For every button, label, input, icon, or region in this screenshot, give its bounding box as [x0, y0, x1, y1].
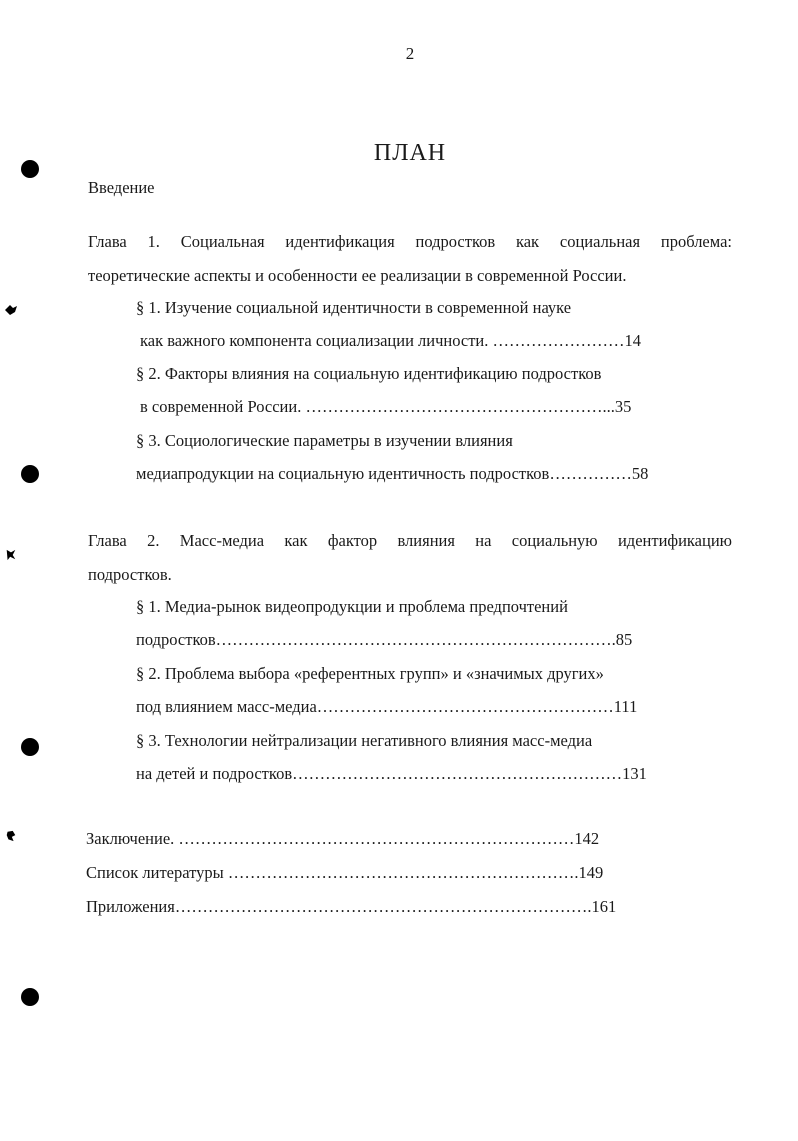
margin-mark-2-icon: [4, 549, 18, 561]
page-number: 2: [405, 44, 415, 63]
margin-mark-1-icon: [4, 304, 18, 316]
ch1-section-3-line-2: медиапродукции на социальную идентичность подростков……………58: [136, 464, 649, 483]
toc-intro: Введение: [88, 178, 155, 197]
chapter-2-title-line-1: Глава 2. Масс-медиа как фактор влияния на социальную идентификацию: [88, 531, 732, 550]
margin-mark-3-icon: [4, 830, 18, 842]
chapter-1-title-line-2: теоретические аспекты и особенности ее реализации в современной России.: [88, 266, 627, 285]
ch1-section-2-line-1: § 2. Факторы влияния на социальную идентификацию подростков: [136, 364, 602, 383]
ch1-section-1-line-1: § 1. Изучение социальной идентичности в современной науке: [136, 298, 572, 317]
ch2-section-2-line-2: под влиянием масс-медиа………………………………………………111: [136, 697, 638, 716]
ch1-section-2-line-2: в современной России. ………………………………………………...35: [140, 397, 632, 416]
ch2-section-3-line-2: на детей и подростков……………………………………………………131: [136, 764, 647, 783]
binder-hole-3: [21, 738, 39, 756]
ch2-section-1-line-1: § 1. Медиа-рынок видеопродукции и проблема предпочтений: [136, 597, 568, 616]
toc-bibliography: Список литературы ……………………………………………………….149: [86, 863, 604, 882]
binder-hole-2: [21, 465, 39, 483]
binder-hole-4: [21, 988, 39, 1006]
chapter-2-title-line-2: подростков.: [88, 565, 172, 584]
ch1-section-1-line-2: как важного компонента социализации личности. ……………………14: [140, 331, 642, 350]
page-title: ПЛАН: [373, 140, 447, 166]
ch2-section-2-line-1: § 2. Проблема выбора «референтных групп» и «значимых других»: [136, 664, 604, 683]
ch1-section-3-line-1: § 3. Социологические параметры в изучении влияния: [136, 431, 513, 450]
toc-appendix: Приложения………………………………………………………………….161: [86, 897, 617, 916]
ch2-section-1-line-2: подростков……………………………………………………………….85: [136, 630, 633, 649]
toc-conclusion: Заключение. ………………………………………………………………142: [86, 829, 600, 848]
ch2-section-3-line-1: § 3. Технологии нейтрализации негативного влияния масс-медиа: [136, 731, 593, 750]
chapter-1-title-line-1: Глава 1. Социальная идентификация подростков как социальная проблема:: [88, 232, 732, 251]
